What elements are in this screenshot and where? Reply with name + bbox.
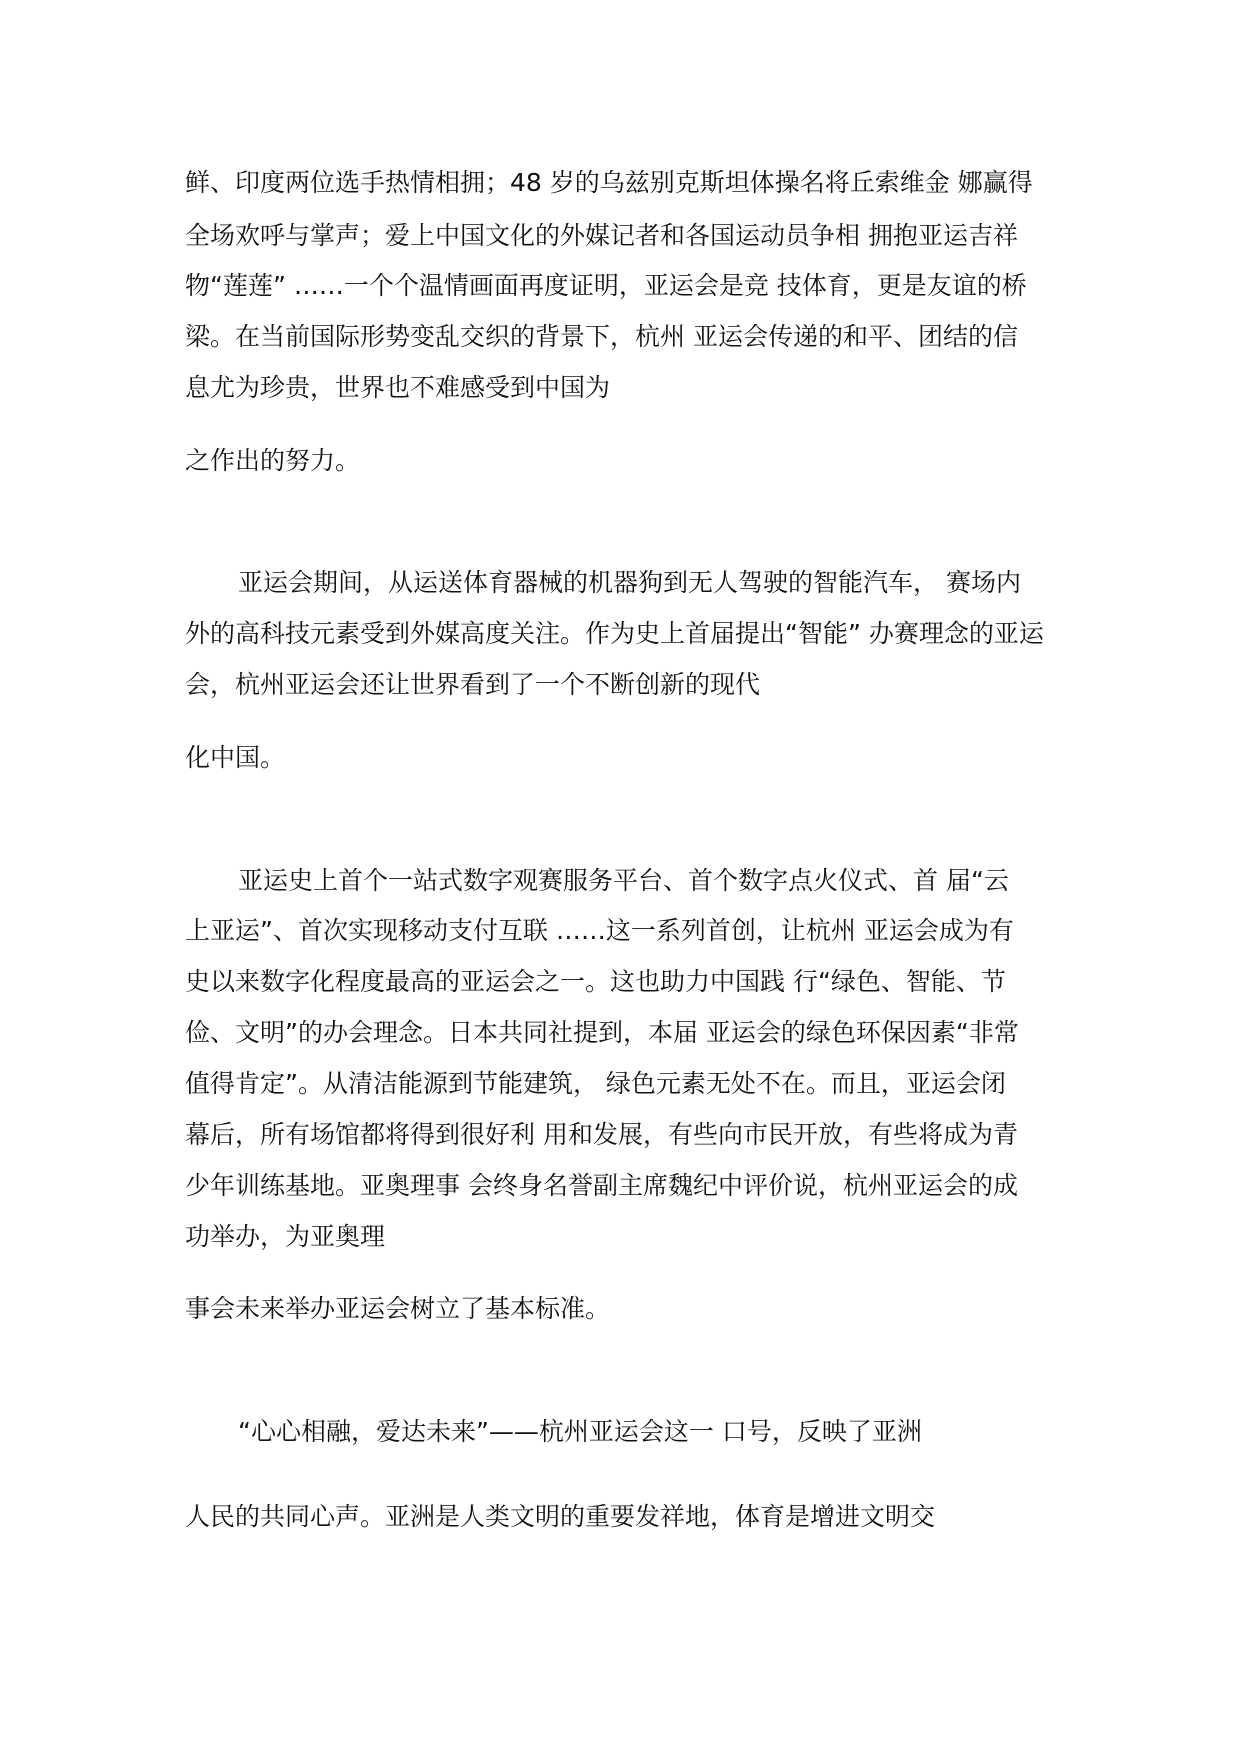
paragraph-3-line-8: 功举办，为亚奥理 [185, 1222, 386, 1251]
paragraph-1-line-6: 之作出的努力。 [185, 446, 361, 475]
paragraph-2-line-2: 外的高科技元素受到外媒高度关注。作为史上首届提出“智能” 办赛理念的亚运 [185, 619, 1044, 648]
paragraph-3-line-2: 上亚运”、首次实现移动支付互联 ……这一系列首创，让杭州 亚运会成为有 [185, 916, 1014, 945]
paragraph-2-line-4: 化中国。 [185, 743, 286, 772]
paragraph-4-line-2: 人民的共同心声。亚洲是人类文明的重要发祥地，体育是增进文明交 [185, 1502, 936, 1531]
paragraph-1-line-4: 梁。在当前国际形势变乱交织的背景下，杭州 亚运会传递的和平、团结的信 [185, 322, 1018, 351]
paragraph-1-line-3: 物“莲莲” ……一个个温情画面再度证明，亚运会是竞 技体育，更是友谊的桥 [185, 271, 1027, 300]
paragraph-1-line-5: 息尤为珍贵，世界也不难感受到中国为 [185, 373, 611, 402]
paragraph-2-line-3: 会，杭州亚运会还让世界看到了一个不断创新的现代 [185, 670, 761, 699]
paragraph-2-line-1: 亚运会期间，从运送体育器械的机器狗到无人驾驶的智能汽车， 赛场内 [238, 568, 1021, 597]
paragraph-4-line-1: “心心相融，爱达未来”——杭州亚运会这一 口号，反映了亚洲 [238, 1417, 922, 1446]
paragraph-1-line-2: 全场欢呼与掌声；爱上中国文化的外媒记者和各国运动员争相 拥抱亚运吉祥 [185, 221, 1018, 250]
paragraph-3-line-9: 事会未来举办亚运会树立了基本标准。 [185, 1294, 611, 1323]
paragraph-3-line-4: 俭、文明”的办会理念。日本共同社提到，本届 亚运会的绿色环保因素“非常 [185, 1018, 1019, 1047]
paragraph-3-line-3: 史以来数字化程度最高的亚运会之一。这也助力中国践 行“绿色、智能、节 [185, 967, 1006, 996]
paragraph-3-line-7: 少年训练基地。亚奥理事 会终身名誉副主席魏纪中评价说，杭州亚运会的成 [185, 1171, 1018, 1200]
paragraph-1-line-1: 鲜、印度两位选手热情相拥；48 岁的乌兹别克斯坦体操名将丘索维金 娜赢得 [185, 168, 1033, 197]
paragraph-3-line-1: 亚运史上首个一站式数字观赛服务平台、首个数字点火仪式、首 届“云 [238, 866, 1009, 895]
paragraph-3-line-5: 值得肯定”。从清洁能源到节能建筑， 绿色元素无处不在。而且，亚运会闭 [185, 1069, 1006, 1098]
paragraph-3-line-6: 幕后，所有场馆都将得到很好利 用和发展，有些向市民开放，有些将成为青 [185, 1120, 1018, 1149]
